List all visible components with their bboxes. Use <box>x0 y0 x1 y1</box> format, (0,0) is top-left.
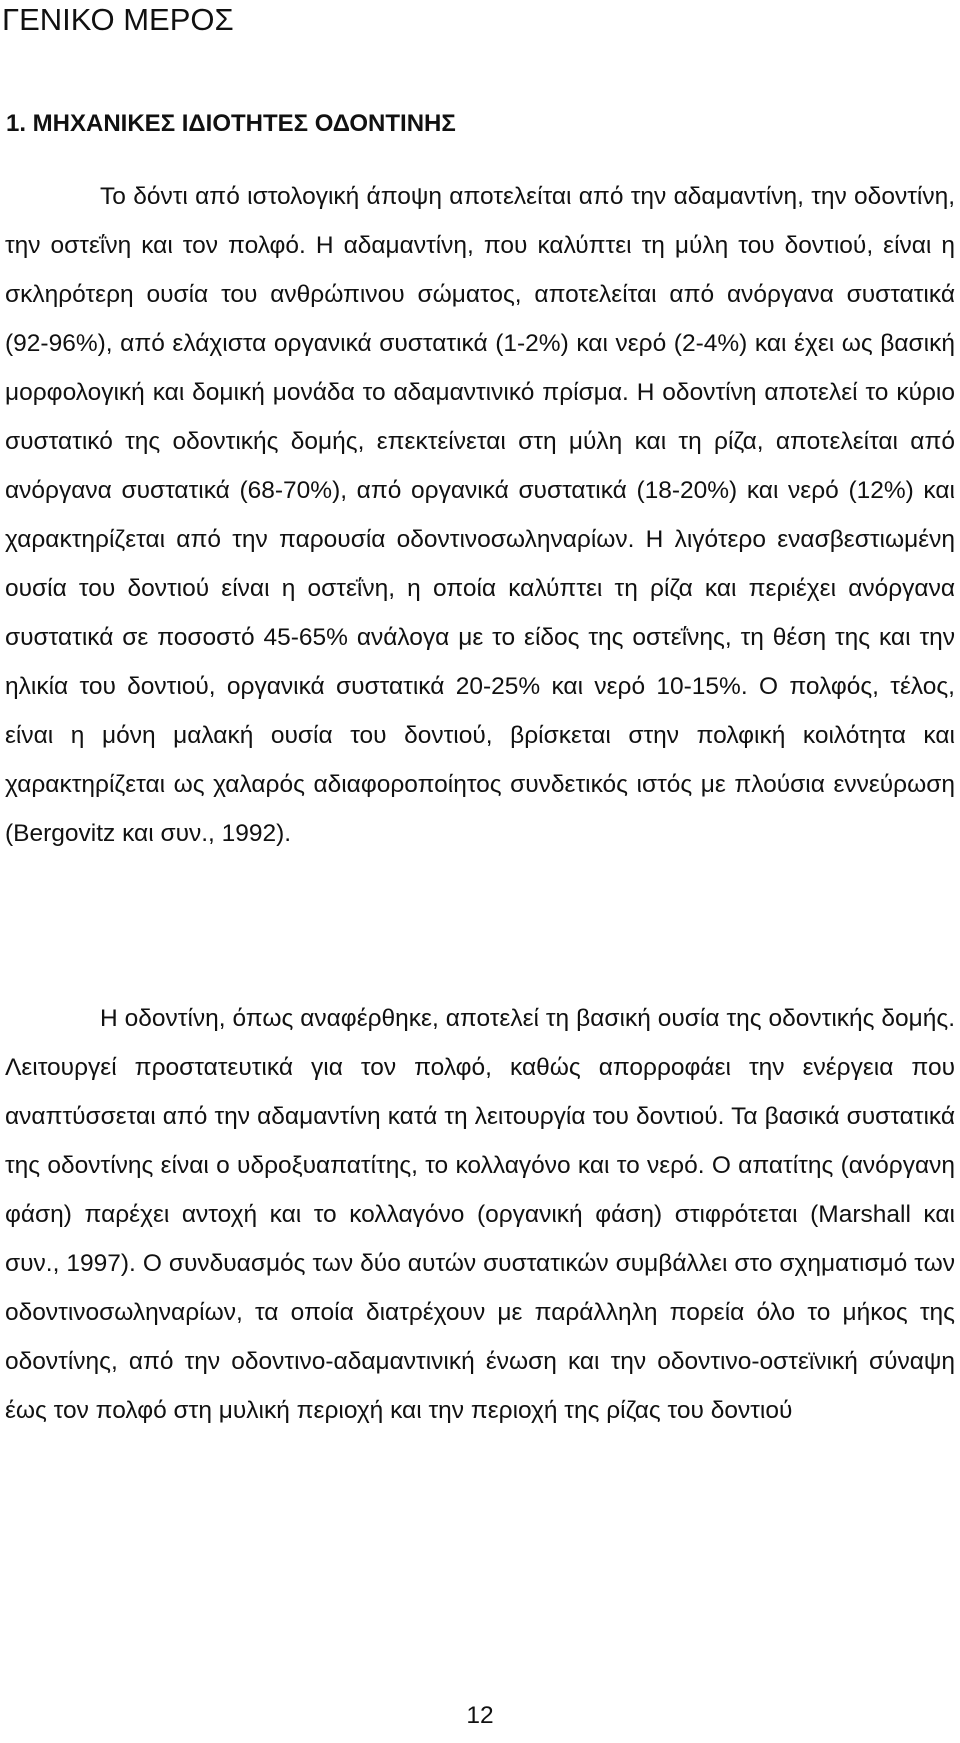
body-paragraph: Το δόντι από ιστολογική άποψη αποτελείται από την αδαμαντίνη, την οδοντίνη, την οστεΐνη και τον πολφό. Η αδαμαντίνη, που καλύπτει τη μύλη του δοντιού, είναι η σκληρότερη ουσία του ανθρώπινου σώματος, αποτελείται από ανόργανα συστατικά (92-96%), από ελάχιστα οργανικά συστατικά (1-2%) και νερό (2-4%) και έχει ως βασική μορφολογική και δομική μονάδα το αδαμαντινικό πρίσμα. Η οδοντίνη αποτελεί το κύριο συστατικό της οδοντικής δομής, επεκτείνεται στη μύλη και τη ρίζα, αποτελείται από ανόργανα συστατικά (68-70%), από οργανικά συστατικά (18-20%) και νερό (12%) και χαρακτηρίζεται από την παρουσία οδοντινοσωληναρίων. Η λιγότερο ενασβεστιωμένη ουσία του δοντιού είναι η οστεΐνη, η οποία καλύπτει τη ρίζα και περιέχει ανόργανα συστατικά σε ποσοστό 45-65% ανάλογα με το είδος της οστεΐνης, τη θέση της και την ηλικία του δοντιού, οργανικά συστατικά 20-25% και νερό 10-15%. Ο πολφός, τέλος, είναι η μόνη μαλακή ουσία του δοντιού, βρίσκεται στην πολφική κοιλότητα και χαρακτηρίζεται ως χαλαρός αδιαφοροποίητος συνδετικός ιστός με πλούσια εννεύρωση (Bergovitz και συν., 1992). <box>5 183 955 847</box>
page-number: 12 <box>466 1702 494 1729</box>
page-heading: ΓΕΝΙΚΟ ΜΕΡΟΣ <box>2 2 234 37</box>
body-paragraph: Η οδοντίνη, όπως αναφέρθηκε, αποτελεί τη βασική ουσία της οδοντικής δομής. Λειτουργεί προστατευτικά για τον πολφό, καθώς απορροφάει την ενέργεια που αναπτύσσεται από την αδαμαντίνη κατά τη λειτουργία του δοντιού. Τα βασικά συστατικά της οδοντίνης είναι ο υδροξυαπατίτης, το κολλαγόνο και το νερό. Ο απατίτης (ανόργανη φάση) παρέχει αντοχή και το κολλαγόνο (οργανική φάση) στιφρότεται (Marshall και συν., 1997). Ο συνδυασμός των δύο αυτών συστατικών συμβάλλει στο σχηματισμό των οδοντινοσωληναρίων, τα οποία διατρέχουν με παράλληλη πορεία όλο το μήκος της οδοντίνης, από την οδοντινο-αδαμαντινική ένωση και την οδοντινο-οστεϊνική σύναψη έως τον πολφό στη μυλική περιοχή και την περιοχή της ρίζας του δοντιού <box>5 1005 955 1424</box>
section-title: 1. ΜΗΧΑΝΙΚΕΣ ΙΔΙΟΤΗΤΕΣ ΟΔΟΝΤΙΝΗΣ <box>6 110 456 137</box>
